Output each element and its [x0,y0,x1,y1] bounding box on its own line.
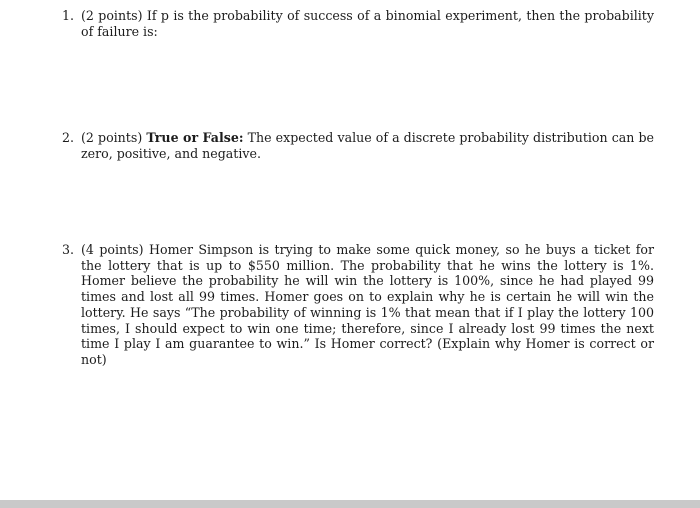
question-text: The expected value of a discrete probability distribution can be zero, positive, and negative. [81,130,654,161]
question-points: (4 points) [81,242,144,257]
question-points: (2 points) [81,8,143,23]
question-1 [62,8,654,39]
question-body [81,242,654,368]
question-number: 3. [62,242,75,257]
question-text: If p is the probability of success of a binomial experiment, then the probability of failure is: [81,8,654,39]
question-number: 1. [62,8,75,23]
question-number: 2. [62,130,75,145]
question-text: Homer Simpson is trying to make some quick money, so he buys a ticket for the lottery that is up to $550 million. The probability that he wins the lottery is 1%. Homer believe the probability he will win the lottery is 100%, since he had played 99 times and lost all 99 times. Homer goes on to explain why he is certain he will win the lottery. He says “The probability of winning is 1% that mean that if I play the lottery 100 times, I should expect to win one time; therefore, since I already lost 99 times the next time I play I am guarantee to win.” Is Homer correct? (Explain why Homer is correct or not) [81,242,654,367]
question-points: (2 points) [81,130,143,145]
bottom-scroll-bar [0,500,700,508]
true-false-label: True or False: [146,130,244,145]
question-2 [62,130,654,161]
question-body [81,130,654,161]
question-3 [62,242,654,368]
question-body [81,8,654,39]
